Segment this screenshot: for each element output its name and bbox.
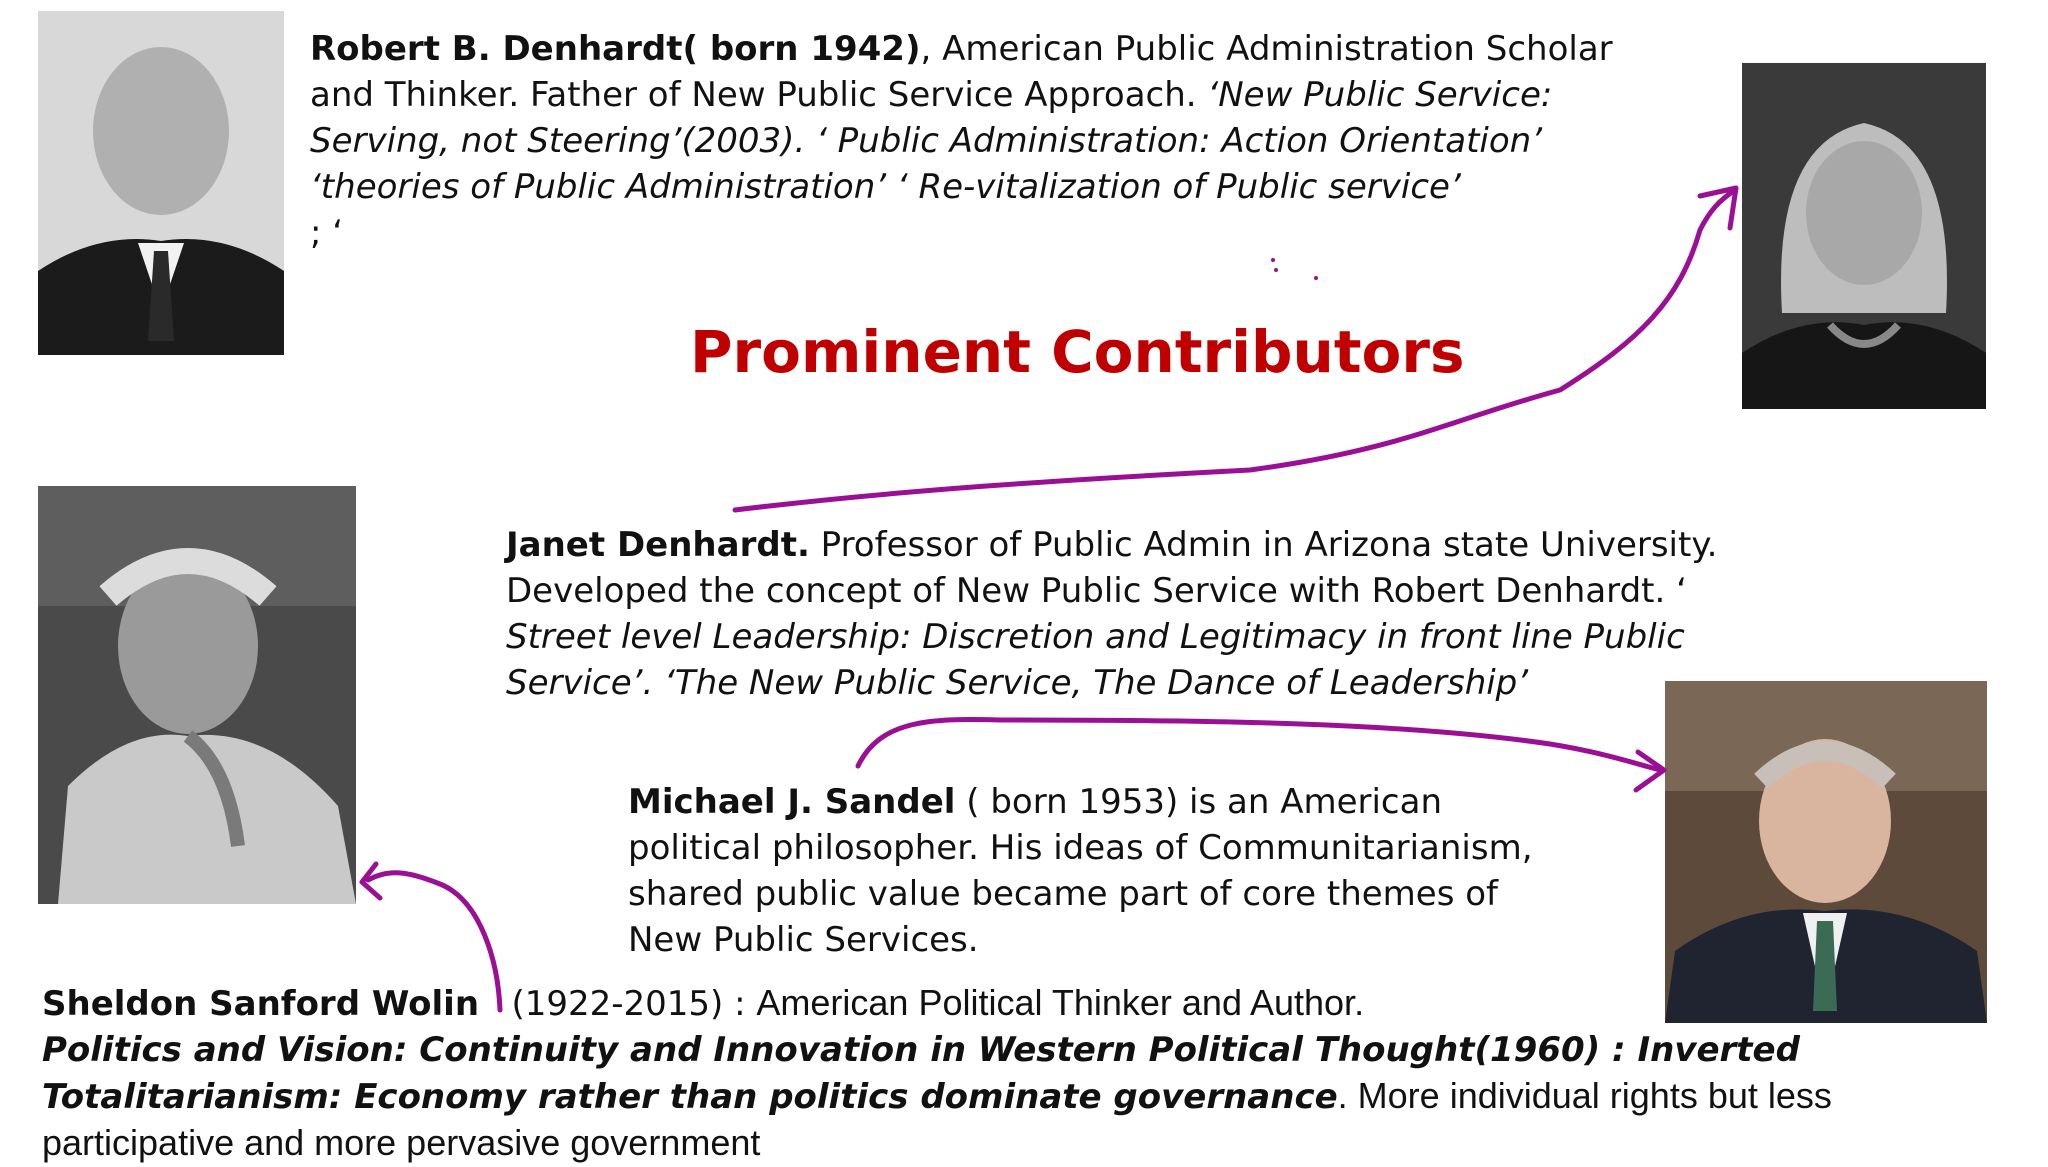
sheldon-wolin-photo xyxy=(38,486,356,904)
ink-dot xyxy=(1314,276,1318,280)
robert-works: ‘New Public Service: Serving, not Steering’(2003). ‘ Public Administration: Action Orientation’ ‘theories of Public Administration’ ‘ Re-vitalization of Public service’ xyxy=(310,75,1553,207)
robert-name: Robert B. Denhardt( born 1942) xyxy=(310,29,921,69)
michael-sandel-photo xyxy=(1665,681,1987,1023)
michael-desc: ( born 1953) is an American political philosopher. His ideas of Communitarianism, shared public value became part of core themes of New Public Services. xyxy=(628,782,1533,960)
sheldon-works: Politics and Vision: Continuity and Innovation in Western Political Thought(1960) : Inverted Totalitarianism: Economy rather than politics dominate governance xyxy=(42,1030,1800,1117)
slide-title: Prominent Contributors xyxy=(690,318,1465,386)
janet-denhardt-bio xyxy=(506,522,1736,706)
sheldon-years: (1922-2015) : xyxy=(479,984,757,1024)
arrow-head-michael xyxy=(1636,752,1664,790)
robert-desc: , American Public Administration Scholar and Thinker. Father of New Public Service Approach. xyxy=(310,29,1613,115)
michael-sandel-bio xyxy=(628,779,1578,963)
sheldon-role: American Political Thinker and Author. xyxy=(756,982,1365,1023)
arrow-to-michael-photo xyxy=(858,720,1660,770)
sheldon-rest: . More individual rights but less participative and more pervasive government xyxy=(42,1075,1832,1163)
janet-works: Street level Leadership: Discretion and Legitimacy in front line Public Service’. ‘The New Public Service, The Dance of Leadership’ xyxy=(506,617,1685,703)
michael-name: Michael J. Sandel xyxy=(628,782,956,822)
janet-name: Janet Denhardt. xyxy=(506,525,810,565)
robert-trailer: ; ‘ xyxy=(310,213,344,253)
arrow-head-sheldon xyxy=(362,864,380,898)
arrow-head-janet xyxy=(1700,188,1736,228)
robert-denhardt-photo xyxy=(38,11,284,355)
ink-dot xyxy=(1271,258,1275,262)
robert-denhardt-bio xyxy=(310,26,1630,256)
janet-desc: Professor of Public Admin in Arizona state University. Developed the concept of New Public Service with Robert Denhardt. ‘ xyxy=(506,525,1718,611)
janet-denhardt-photo xyxy=(1742,63,1986,409)
ink-dot xyxy=(1274,268,1278,272)
sheldon-name: Sheldon Sanford Wolin xyxy=(42,984,480,1024)
sheldon-wolin-bio xyxy=(42,980,2032,1167)
